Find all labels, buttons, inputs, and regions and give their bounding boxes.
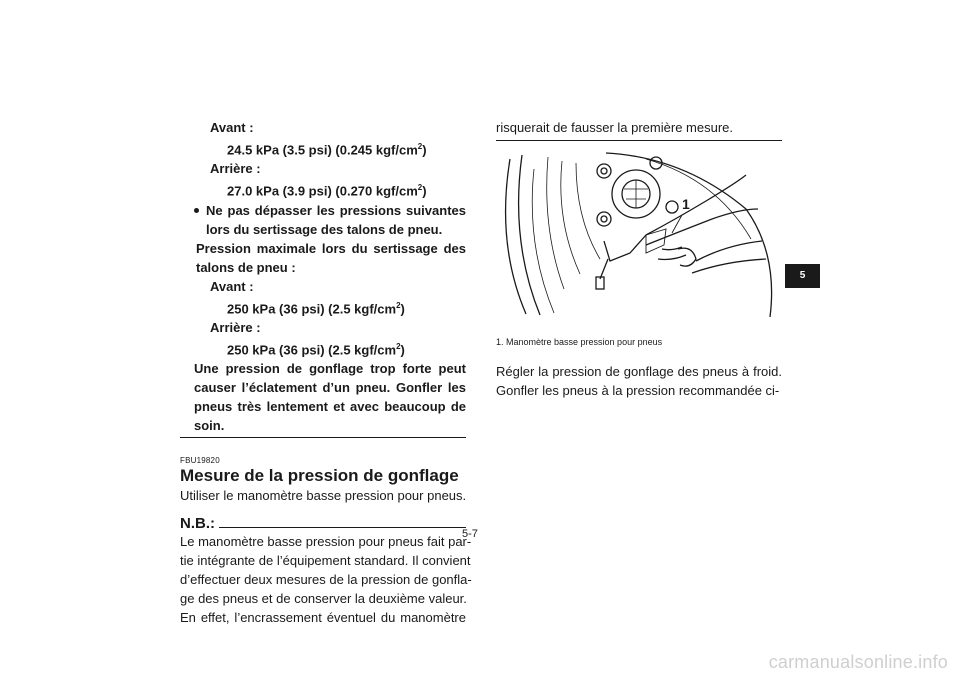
figure-caption: 1. Manomètre basse pression pour pneus — [496, 337, 663, 347]
tire-tread-line — [576, 163, 600, 259]
lug-nut — [650, 157, 662, 169]
rim-outer-edge — [606, 153, 772, 317]
max-front-value: 250 kPa (36 psi) (2.5 kgf/$cm^2$) — [227, 300, 405, 316]
section-title: Mesure de la pression de gonflage — [180, 466, 459, 486]
bullet-dot-icon — [194, 208, 199, 213]
warning-block — [180, 359, 466, 435]
tire-tread-line — [532, 169, 554, 313]
rear-label: Arrière : — [210, 161, 261, 177]
front-label: Avant : — [210, 120, 254, 135]
nb-paragraph — [180, 532, 472, 627]
inflation-line: Régler la pression de gonflage des pneus à froid. — [496, 364, 782, 379]
max-pressure-line: Pression maximale lors du sertissage des — [196, 240, 466, 256]
lug-nut — [597, 212, 611, 226]
section-code: FBU19820 — [180, 456, 220, 466]
max-pressure-line: talons de pneu : — [196, 259, 296, 275]
tire-outer-line — [506, 159, 526, 314]
nb-line: d’effectuer deux mesures de la pression de gonfla- — [180, 572, 472, 588]
figure-callout: 1 — [682, 196, 690, 212]
arm-outline — [692, 259, 766, 273]
inflation-paragraph — [496, 362, 782, 400]
rear-value: 27.0 kPa (3.9 psi) (0.270 kgf/$cm^2$) — [227, 183, 427, 199]
max-pressure-block — [180, 239, 466, 277]
continuation-line: risquerait de fausser la première mesure. — [496, 120, 733, 135]
bullet-line: lors du sertissage des talons de pneu. — [206, 221, 443, 237]
tire-outer-line — [519, 155, 540, 315]
lug-nut — [666, 201, 678, 213]
tire-gauge-illustration — [496, 149, 782, 319]
nb-line: En effet, l’encrassement éventuel du manomètre — [180, 610, 466, 626]
nb-header — [180, 515, 466, 532]
nb-line: tie intégrante de l’équipement standard. Il convient — [180, 553, 471, 569]
front-value: 24.5 kPa (3.5 psi) (0.245 kgf/$cm^2$) — [227, 142, 427, 158]
gauge-body — [604, 235, 646, 261]
max-rear-label: Arrière : — [210, 319, 261, 335]
warning-line: Une pression de gonflage trop forte peut — [194, 361, 466, 377]
gauge-nozzle — [600, 259, 608, 279]
arm-outline — [646, 209, 758, 245]
continuation-paragraph — [496, 118, 782, 137]
finger-line — [658, 255, 686, 260]
inflation-line: Gonfler les pneus à la pression recommandée ci- — [496, 383, 780, 398]
arm-outline — [696, 241, 762, 261]
warning-line: pneus très lentement et avec beaucoup de — [194, 399, 466, 415]
bullet-line: Ne pas dépasser les pressions suivantes — [206, 202, 466, 218]
intro-line: Utiliser le manomètre basse pression pour pneus. — [180, 488, 467, 504]
tire-tread-line — [561, 161, 580, 274]
figure-top-rule — [496, 140, 782, 141]
nb-rule — [219, 527, 466, 528]
nb-line: ge des pneus et de conserver la deuxième valeur. — [180, 591, 467, 607]
warning-line: soin. — [194, 418, 225, 434]
arm-outline — [646, 175, 746, 235]
max-front-label: Avant : — [210, 278, 254, 294]
bullet-item — [180, 201, 466, 239]
tire-tread-line — [547, 157, 564, 289]
warning-end-rule — [180, 437, 466, 438]
chapter-tab: 5 — [785, 264, 820, 288]
max-rear-value: 250 kPa (36 psi) (2.5 kgf/$cm^2$) — [227, 341, 405, 358]
lug-nut — [597, 164, 611, 178]
warning-line: causer l’éclatement d’un pneu. Gonfler les — [194, 380, 466, 396]
right-column — [496, 118, 782, 400]
site-watermark: carmanualsonline.info — [768, 652, 948, 672]
intro-paragraph — [180, 486, 466, 505]
page-number: 5-7 — [462, 528, 478, 540]
nb-line: Le manomètre basse pression pour pneus fait par- — [180, 534, 472, 550]
nb-label: N.B.: — [180, 515, 215, 533]
